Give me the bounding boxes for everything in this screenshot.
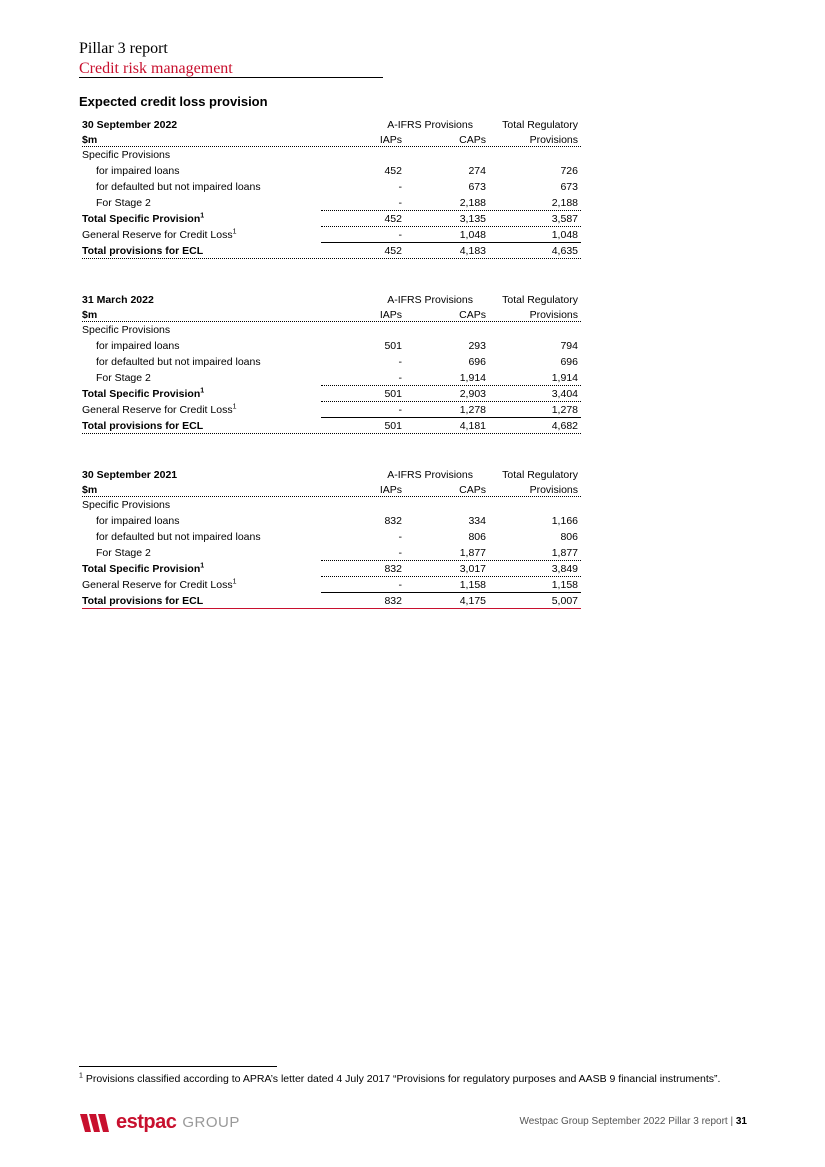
cell-caps: 696 [468,356,486,368]
table-row-total-ecl [82,418,581,434]
cell-regulatory: 673 [560,181,578,193]
footer-report-name: Westpac Group September 2022 Pillar 3 report | [519,1116,734,1127]
table-row [82,370,581,386]
ecl-table-mar-2022 [82,292,581,434]
header-rule [79,77,383,78]
cell-iaps: 452 [384,165,402,177]
unit-label: $m [82,134,98,146]
row-label: for defaulted but not impaired loans [96,181,261,193]
footnote [79,1073,747,1086]
caps-header: CAPs [459,309,486,321]
table-row [82,163,581,179]
cell-regulatory: 1,877 [551,547,578,559]
cell-caps: 4,181 [459,420,486,432]
row-label: For Stage 2 [96,372,151,384]
aifrs-header: A-IFRS Provisions [387,294,473,306]
row-label: General Reserve for Credit Loss$^1$ [82,228,237,241]
cell-regulatory: 1,278 [551,404,578,416]
cell-regulatory: 3,849 [551,563,578,575]
cell-iaps: 501 [384,388,402,400]
westpac-logo [80,1111,240,1134]
footnote-ref: 1 [200,562,205,570]
cell-iaps: - [398,579,402,591]
aifrs-header: A-IFRS Provisions [387,119,473,131]
cell-iaps: - [398,181,402,193]
cell-regulatory: 806 [560,531,578,543]
cell-caps: 1,048 [459,229,486,241]
cell-caps: 806 [468,531,486,543]
cell-iaps: - [398,229,402,241]
row-label: for impaired loans [96,165,180,177]
table-subheader-row [82,132,581,147]
footnote-mark: 1 [79,1072,83,1080]
reg-header-bottom: Provisions [529,134,578,146]
table-header-row [82,467,581,482]
row-label: Total Specific Provision$^1$ [82,387,205,400]
unit-label: $m [82,309,98,321]
table-subheader-row [82,307,581,322]
cell-regulatory: 794 [560,340,578,352]
cell-iaps: - [398,197,402,209]
row-label: for defaulted but not impaired loans [96,531,261,543]
table-row [82,322,581,338]
row-label: General Reserve for Credit Loss$^1$ [82,578,237,591]
cell-regulatory: 726 [560,165,578,177]
cell-caps: 4,183 [459,245,486,257]
table-row [82,513,581,529]
cell-iaps: 501 [384,420,402,432]
footnote-ref: 1 [200,387,205,395]
cell-regulatory: 1,166 [551,515,578,527]
footnote-ref: 1 [232,228,237,236]
row-label: Specific Provisions [82,499,171,511]
cell-caps: 1,877 [459,547,486,559]
row-label: Specific Provisions [82,324,171,336]
table-row [82,338,581,354]
reg-header-bottom: Provisions [529,309,578,321]
cell-iaps: - [398,547,402,559]
table-row-total-specific [82,561,581,577]
table-period: 31 March 2022 [82,294,154,306]
cell-regulatory: 4,635 [551,245,578,257]
ecl-table-sep-2022 [82,117,581,259]
cell-caps: 1,278 [459,404,486,416]
cell-iaps: 452 [384,245,402,257]
cell-regulatory: 696 [560,356,578,368]
cell-iaps: - [398,356,402,368]
caps-header: CAPs [459,484,486,496]
reg-header-bottom: Provisions [529,484,578,496]
cell-caps: 2,903 [459,388,486,400]
table-row-total-specific [82,386,581,402]
row-label: for impaired loans [96,340,180,352]
unit-label: $m [82,484,98,496]
cell-regulatory: 1,158 [551,579,578,591]
iaps-header: IAPs [379,309,402,321]
footnote-ref: 1 [232,578,237,586]
cell-iaps: 832 [384,515,402,527]
row-label: General Reserve for Credit Loss$^1$ [82,403,237,416]
logo-group: GROUP [182,1114,240,1131]
cell-regulatory: 1,914 [551,372,578,384]
table-row-general-reserve [82,577,581,593]
iaps-header: IAPs [379,484,402,496]
reg-header-top: Total Regulatory [502,119,578,131]
table-header-row [82,117,581,132]
cell-caps: 3,017 [459,563,486,575]
cell-regulatory: 3,404 [551,388,578,400]
table-header-row [82,292,581,307]
logo-wordmark: estpac [116,1111,177,1133]
page-footer [519,1116,747,1127]
footnote-text: Provisions classified according to APRA’s letter dated 4 July 2017 “Provisions for regulatory purposes and AASB 9 financial instruments”. [85,1073,721,1085]
row-label: Total Specific Provision$^1$ [82,212,205,225]
footnote-ref: 1 [200,212,205,220]
ecl-table-sep-2021 [82,467,581,609]
report-title: Pillar 3 report [79,40,168,57]
cell-iaps: 832 [384,595,402,607]
table-row [82,529,581,545]
cell-caps: 3,135 [459,213,486,225]
row-label: For Stage 2 [96,547,151,559]
aifrs-header: A-IFRS Provisions [387,469,473,481]
table-row-general-reserve [82,227,581,243]
table-row [82,545,581,561]
cell-caps: 334 [468,515,486,527]
row-label: for defaulted but not impaired loans [96,356,261,368]
cell-regulatory: 1,048 [551,229,578,241]
cell-caps: 4,175 [459,595,486,607]
section-title: Expected credit loss provision [79,94,268,109]
cell-regulatory: 4,682 [551,420,578,432]
reg-header-top: Total Regulatory [502,469,578,481]
table-row-total-ecl [82,243,581,259]
caps-header: CAPs [459,134,486,146]
row-label: for impaired loans [96,515,180,527]
row-label: Total provisions for ECL [82,245,204,257]
table-period: 30 September 2021 [82,469,178,481]
iaps-header: IAPs [379,134,402,146]
page-number: 31 [735,1116,747,1127]
cell-iaps: - [398,531,402,543]
cell-regulatory: 5,007 [551,595,578,607]
cell-caps: 293 [468,340,486,352]
cell-iaps: - [398,372,402,384]
table-subheader-row [82,482,581,497]
cell-iaps: 832 [384,563,402,575]
row-label: Total provisions for ECL [82,595,204,607]
table-row [82,195,581,211]
cell-caps: 2,188 [459,197,486,209]
table-row [82,497,581,513]
cell-caps: 1,914 [459,372,486,384]
row-label: Total Specific Provision$^1$ [82,562,205,575]
cell-caps: 274 [468,165,486,177]
westpac-w-icon [80,1114,115,1132]
table-row-total-specific [82,211,581,227]
cell-caps: 673 [468,181,486,193]
table-row-total-ecl [82,593,581,609]
cell-iaps: - [398,404,402,416]
reg-header-top: Total Regulatory [502,294,578,306]
table-period: 30 September 2022 [82,119,178,131]
table-row-general-reserve [82,402,581,418]
table-row [82,147,581,163]
row-label: Total provisions for ECL [82,420,204,432]
row-label: For Stage 2 [96,197,151,209]
row-label: Specific Provisions [82,149,171,161]
footnote-ref: 1 [232,403,237,411]
cell-iaps: 452 [384,213,402,225]
table-row [82,354,581,370]
footnote-rule [79,1066,277,1067]
cell-regulatory: 3,587 [551,213,578,225]
cell-regulatory: 2,188 [551,197,578,209]
report-section: Credit risk management [79,60,233,77]
cell-iaps: 501 [384,340,402,352]
cell-caps: 1,158 [459,579,486,591]
table-row [82,179,581,195]
